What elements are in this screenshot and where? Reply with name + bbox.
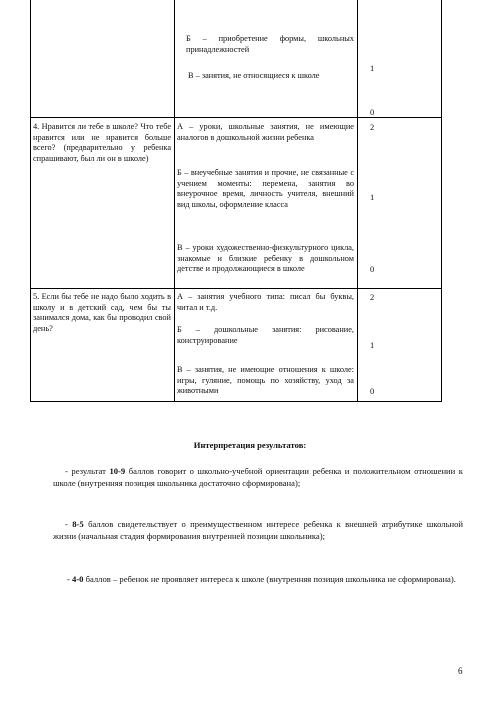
page-number: 6 xyxy=(458,666,463,676)
question-4: 4. Нравится ли тебе в школе? Что тебе нравится или не нравится больше всего? (предварительно у ребенка спрашивают, был ли он в школе) xyxy=(33,122,171,163)
interpretation-item-3 xyxy=(53,573,463,585)
answer-c-row5: В – занятия, не имеющие отношения к школе: игры, гуляние, помощь по хозяйству, уход за животными xyxy=(177,365,354,395)
item-2-text: баллов свидетельствует о преимущественном интересе ребенка к внешней атрибутике школьной жизни (начальная стадия формирования внутренней позиции школьника); xyxy=(53,519,464,541)
table-border-col3 xyxy=(357,0,358,402)
answer-a-row5: А – занятия учебного типа: писал бы буквы, читал и т.д. xyxy=(177,292,354,312)
table-border-left xyxy=(30,0,31,402)
item-3-prefix: - xyxy=(67,574,73,584)
item-2-range: 8-5 xyxy=(72,519,84,529)
score-row4-a: 2 xyxy=(370,122,375,132)
score-row5-a: 2 xyxy=(370,292,375,302)
score-row4-b: 1 xyxy=(370,192,375,202)
score-row5-c: 0 xyxy=(370,386,375,396)
table-row-divider-1 xyxy=(30,117,442,118)
item-3-text: баллов – ребенок не проявляет интереса к школе (внутренняя позиция школьника не сформирована). xyxy=(83,574,456,584)
interpretation-item-1 xyxy=(53,465,463,489)
score-row1-b: 1 xyxy=(370,63,375,73)
table-row-divider-2 xyxy=(30,288,442,289)
item-2-prefix: - xyxy=(65,519,73,529)
score-row1-c: 0 xyxy=(370,107,375,117)
item-1-text: баллов говорит о школьно-учебной ориентации ребенка и положительном отношении к школе (внутренняя позиция школьника достаточно сформирована); xyxy=(53,466,463,488)
answer-b-row4: Б – внеучебные занятия и прочие, не связанные с учением моменты: перемена, занятия во внеурочное время, личность учителя, внешний вид школы, оформление класса xyxy=(177,168,354,209)
table-border-bottom xyxy=(30,401,442,402)
interpretation-title: Интерпретация результатов: xyxy=(193,440,307,450)
item-3-range: 4-0 xyxy=(72,574,84,584)
questionnaire-table xyxy=(30,0,442,402)
score-row4-c: 0 xyxy=(370,264,375,274)
item-1-range: 10-9 xyxy=(109,466,126,476)
table-border-right xyxy=(441,0,442,402)
answer-b-row1: Б – приобретение формы, школьных принадлежностей xyxy=(186,34,354,54)
table-border-col2 xyxy=(174,0,175,402)
answer-c-row1: В – занятия, не относящиеся к школе xyxy=(188,71,320,80)
question-5: 5. Если бы тебе не надо было ходить в школу и в детский сад, чем бы ты занимался дома, как бы проводил свой день? xyxy=(33,292,171,333)
answer-a-row4: А – уроки, школьные занятия, не имеющие аналогов в дошкольной жизни ребенка xyxy=(177,122,354,142)
score-row5-b: 1 xyxy=(370,340,375,350)
item-1-prefix: - результат xyxy=(65,466,110,476)
answer-c-row4: В – уроки художественно-физкультурного цикла, знакомые и близкие ребенку в дошкольном детстве и продолжающиеся в школе xyxy=(177,243,354,273)
interpretation-item-2 xyxy=(53,518,463,542)
answer-b-row5: Б – дошкольные занятия: рисование, конструирование xyxy=(177,325,354,345)
